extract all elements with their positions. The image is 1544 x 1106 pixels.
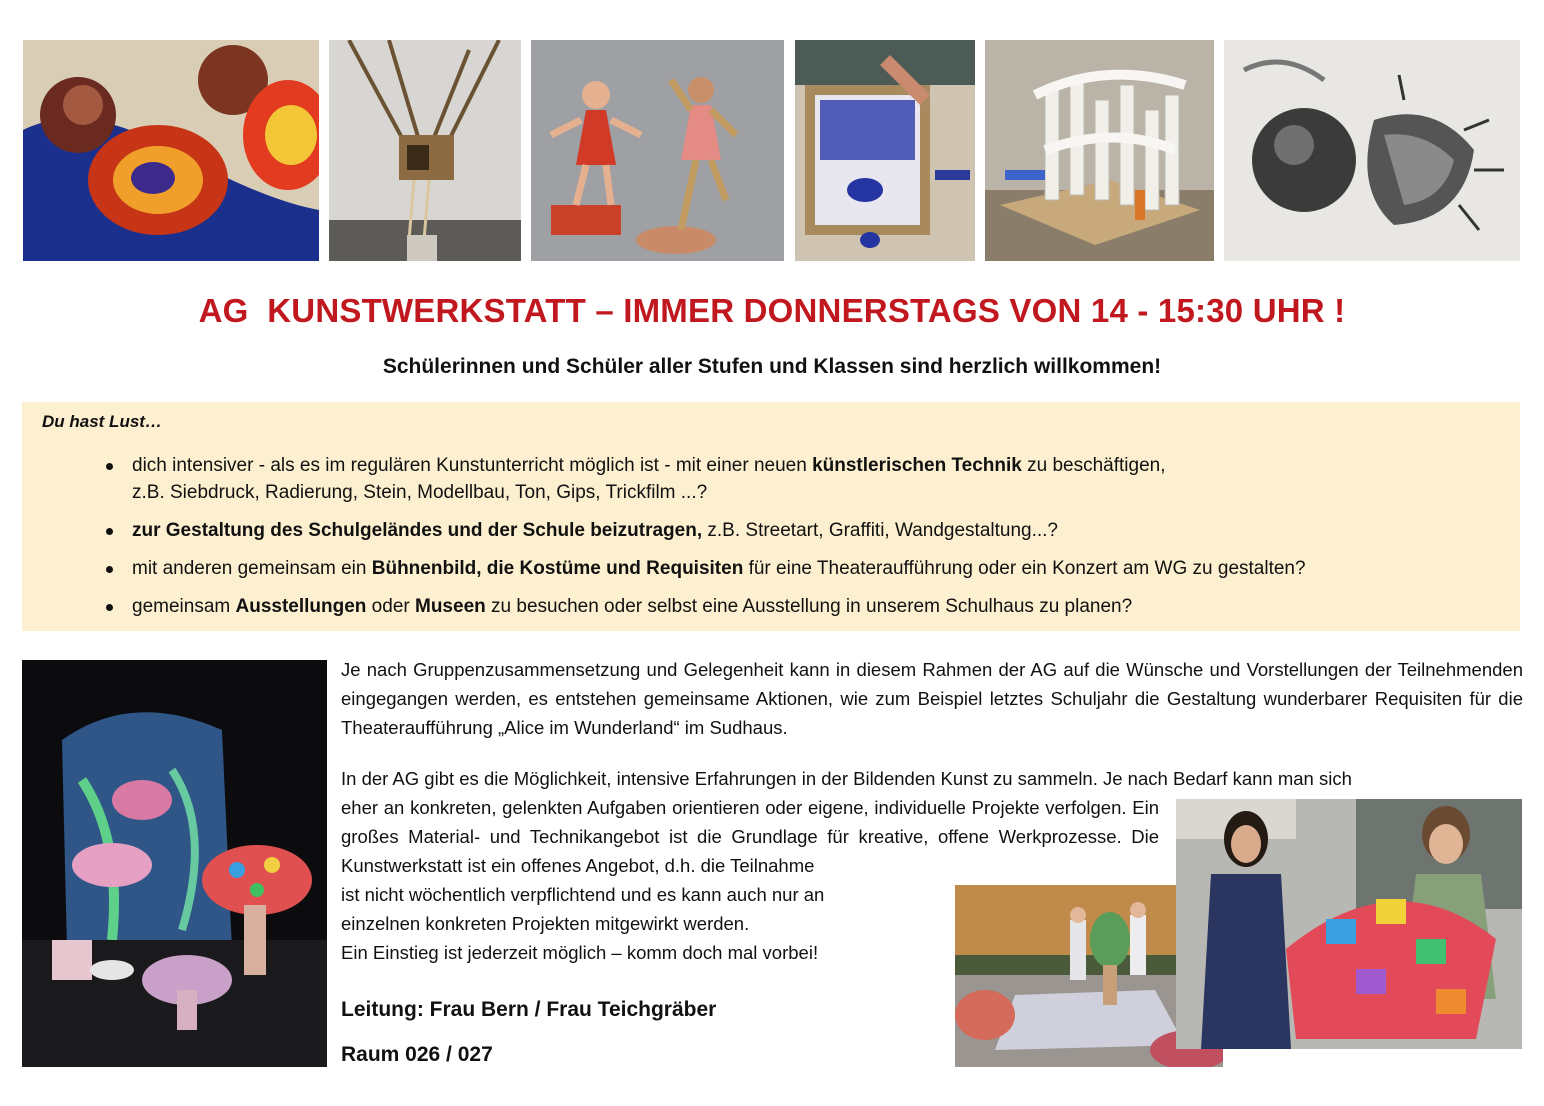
list-item: mit anderen gemeinsam ein Bühnenbild, die Kostüme und Requisiten für eine Theateraufführung oder ein Konzert am WG zu gestalten?	[106, 555, 1506, 582]
page-subtitle: Schülerinnen und Schüler aller Stufen und Klassen sind herzlich willkommen!	[382, 355, 1162, 378]
interests-box	[22, 402, 1520, 631]
intro-paragraph: Je nach Gruppenzusammensetzung und Gelegenheit kann in diesem Rahmen der AG auf die Wünsche und Vorstellungen der Teilnehmenden eingegangen werden, es entstehen gemeinsame Aktionen, wie zum Beispiel letztes Schuljahr die Gestaltung wunderbarer Requisiten für die Theateraufführung „Alice im Wunderland“ im Sudhaus.	[341, 659, 1523, 738]
screen-printing-photo	[795, 40, 975, 261]
interests-list	[106, 452, 1506, 631]
students-working-photo	[1176, 799, 1522, 1049]
details-paragraph-middle: eher an konkreten, gelenkten Aufgaben orientieren oder eigene, individuelle Projekte verfolgen. Ein großes Material- und Technikangebot ist die Grundlage für kreative, offene Werkprozesse. Die Kunstwerkstatt ist ein offenes Angebot, d.h. die Teilnahme	[341, 797, 1159, 876]
painting-chestnuts-photo	[23, 40, 319, 261]
treehouse-model-photo	[329, 40, 521, 261]
details-line: Ein Einstieg ist jederzeit möglich – komm doch mal vorbei!	[341, 942, 819, 963]
paper-marble-run-photo	[985, 40, 1214, 261]
details-line: ist nicht wöchentlich verpflichtend und es kann auch nur an	[341, 884, 825, 905]
room-label: Raum 026 / 027	[341, 1043, 493, 1066]
details-paragraph-line1: In der AG gibt es die Möglichkeit, intensive Erfahrungen in der Bildenden Kunst zu sammeln. Je nach Bedarf kann man sich	[341, 768, 1352, 789]
list-item: dich intensiver - als es im regulären Kunstunterricht möglich ist - mit einer neuen künstlerischen Technik zu beschäftigen, z.B. Siebdruck, Radierung, Stein, Modellbau, Ton, Gips, Trickfilm ...?	[106, 452, 1506, 506]
details-line: einzelnen konkreten Projekten mitgewirkt werden.	[341, 913, 750, 934]
list-item: zur Gestaltung des Schulgeländes und der Schule beizutragen, z.B. Streetart, Graffiti, Wandgestaltung...?	[106, 517, 1506, 544]
figure-sculptures-photo	[531, 40, 784, 261]
page-title: AG KUNSTWERKSTATT – IMMER DONNERSTAGS VON 14 - 15:30 UHR !	[198, 292, 1346, 329]
chestnut-drawing-photo	[1224, 40, 1520, 261]
leadership-label: Leitung: Frau Bern / Frau Teichgräber	[341, 998, 717, 1021]
stage-props-photo	[22, 660, 327, 1067]
list-item: gemeinsam Ausstellungen oder Museen zu besuchen oder selbst eine Ausstellung in unserem Schulhaus zu planen?	[106, 593, 1506, 620]
interests-heading: Du hast Lust…	[42, 412, 162, 431]
details-paragraph-end	[341, 880, 941, 967]
